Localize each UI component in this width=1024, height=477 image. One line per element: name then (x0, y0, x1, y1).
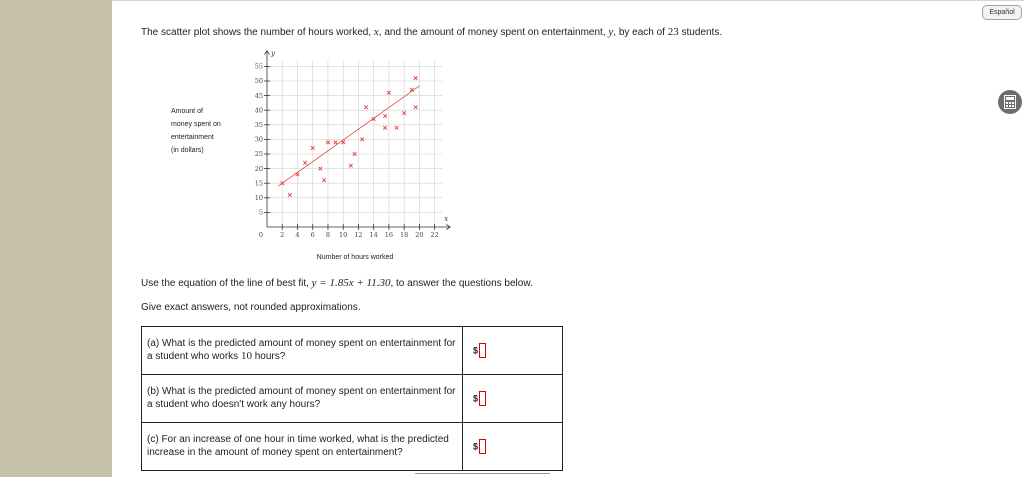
x-tick-label: 20 (415, 231, 424, 239)
left-sidebar (0, 0, 112, 477)
x-tick-label: 18 (400, 231, 409, 239)
x-tick-label: 16 (384, 231, 394, 239)
y-tick-label: 45 (254, 91, 263, 100)
y-tick-label: 35 (254, 121, 263, 129)
x-tick-label: 2 (280, 231, 285, 239)
best-fit-line (278, 86, 419, 186)
x-tick-label: 6 (310, 231, 315, 239)
x-tick-label: 10 (339, 231, 348, 239)
y-axis-title (171, 105, 221, 157)
x-tick-label: 12 (354, 231, 363, 239)
x-tick-label: 4 (295, 231, 300, 239)
data-point (349, 164, 353, 168)
data-point (334, 141, 338, 145)
answer-cell-b: $ (463, 375, 563, 423)
y-axis-title-line: Amount of (171, 108, 203, 115)
problem-statement: The scatter plot shows the number of hours worked, x, and the amount of money spent on entertainment, y, by each of 23 students. (141, 26, 723, 38)
x-tick-label: 22 (430, 231, 439, 239)
answer-cell-a: $ (463, 327, 563, 375)
y-axis-title-line: entertainment (171, 134, 214, 141)
language-toggle-button[interactable]: Español (982, 5, 1022, 20)
data-point (288, 193, 292, 197)
x-tick-label: 8 (325, 231, 331, 239)
y-tick-label: 5 (258, 208, 263, 217)
y-tick-label: 15 (254, 179, 263, 188)
data-point (414, 76, 418, 80)
y-tick-label: 10 (254, 194, 263, 202)
y-tick-label: 25 (254, 150, 263, 159)
y-tick-label: 20 (254, 164, 263, 173)
question-b-text: (b) What is the predicted amount of money spent on entertainment for a student who doesn't work any hours? (142, 375, 463, 423)
answer-input-c[interactable] (479, 439, 486, 454)
data-point (322, 178, 326, 182)
data-point (395, 126, 399, 130)
calculator-button[interactable] (998, 90, 1022, 114)
y-axis-title-line: (in dollars) (171, 147, 204, 154)
x-axis-title: Number of hours worked (316, 254, 394, 261)
y-axis-title-line: money spent on (171, 121, 221, 128)
question-a-text: (a) What is the predicted amount of money spent on entertainment for a student who works 10 hours? (142, 327, 463, 375)
scatter-plot (240, 44, 465, 244)
data-point (414, 105, 418, 109)
y-tick-label: 30 (254, 135, 263, 144)
question-c-text: (c) For an increase of one hour in time worked, what is the predicted increase in the amount of money spent on entertainment? (142, 423, 463, 471)
y-tick-label: 40 (254, 106, 263, 115)
question-row-b (142, 375, 563, 423)
y-axis-letter: y (271, 49, 275, 58)
x-axis-letter: x (444, 215, 449, 223)
data-point (364, 105, 368, 109)
questions-table (141, 326, 563, 471)
answer-input-a[interactable] (479, 343, 486, 358)
answer-cell-c: $ (463, 423, 563, 471)
instructions-exact: Give exact answers, not rounded approximations. (141, 302, 361, 313)
divider (415, 473, 550, 474)
data-point (303, 161, 307, 165)
question-row-c (142, 423, 563, 471)
y-tick-label: 55 (254, 62, 263, 71)
answer-input-b[interactable] (479, 391, 486, 406)
data-point (383, 114, 387, 118)
calculator-icon (1003, 95, 1017, 109)
origin-label: 0 (258, 231, 264, 239)
best-fit-equation: y = 1.85x + 11.30 (311, 277, 391, 289)
data-point (383, 126, 387, 130)
x-tick-label: 14 (369, 231, 378, 239)
instructions-equation: Use the equation of the line of best fit, y = 1.85x + 11.30, to answer the questions below. (141, 277, 533, 289)
question-row-a (142, 327, 563, 375)
y-tick-label: 50 (254, 77, 263, 86)
